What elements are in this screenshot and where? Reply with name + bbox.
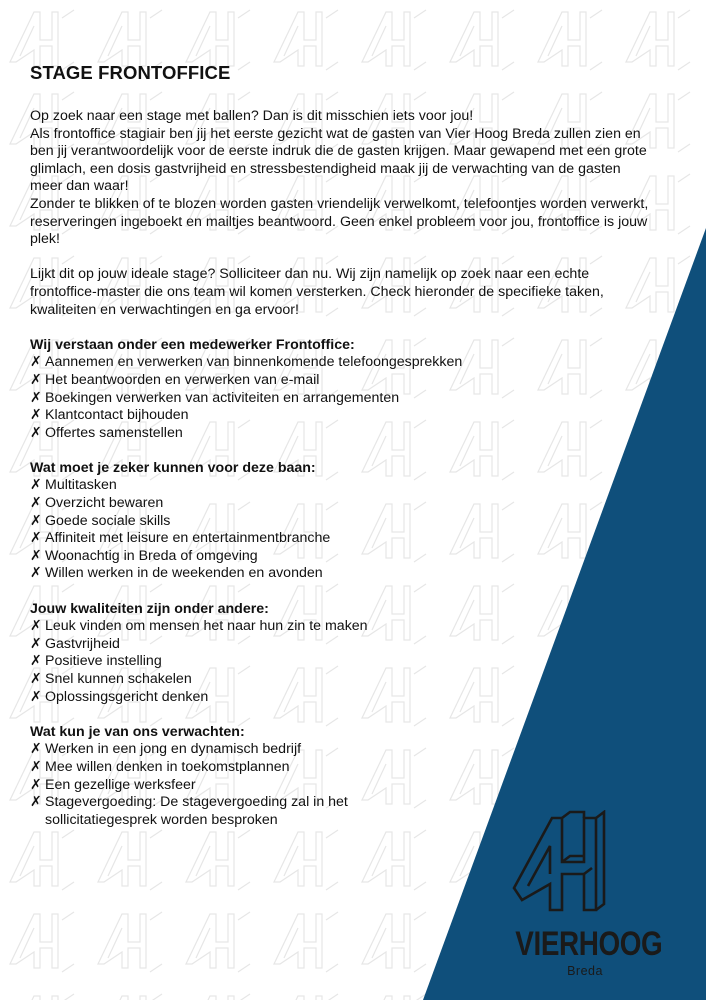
cross-icon: ✗ (30, 371, 42, 388)
cross-icon: ✗ (30, 530, 42, 547)
section-qualities (30, 601, 700, 707)
section-heading: Wat kun je van ons verwachten: (30, 723, 245, 740)
cross-icon: ✗ (30, 671, 42, 687)
list-item: ✗ Leuk vinden om mensen het naar hun zin te maken (30, 618, 368, 635)
cross-icon: ✗ (30, 512, 42, 529)
logo-wordmark: VIERHOOG (515, 925, 663, 963)
section-heading: Wij verstaan onder een medewerker Frontoffice: (30, 336, 355, 353)
list-item: ✗ Affiniteit met leisure en entertainmentbranche (30, 530, 331, 547)
list-item: ✗ Multitasken (30, 477, 117, 494)
list-item: ✗ Overzicht bewaren (30, 495, 164, 512)
cross-icon: ✗ (30, 653, 42, 670)
page-title: STAGE FRONTOFFICE (30, 62, 231, 83)
cross-icon: ✗ (30, 389, 42, 406)
cross-icon: ✗ (30, 354, 42, 371)
list-item: ✗ Offertes samenstellen (30, 424, 183, 441)
intro-paragraph-2: Lijkt dit op jouw ideale stage? Solliciteer dan nu. Wij zijn namelijk op zoek naar een echte frontoffice-master die ons team wil komen versterken. Check hieronder de specifieke taken, kwaliteiten en verwachtingen en ga ervoor! (30, 266, 604, 318)
section-tasks (30, 337, 700, 443)
list-item: ✗ Boekingen verwerken van activiteiten en arrangementen (30, 389, 400, 406)
bullet-list (30, 477, 700, 583)
document-content (30, 62, 700, 829)
cross-icon: ✗ (30, 618, 42, 635)
list-item: ✗ Snel kunnen schakelen (30, 671, 192, 687)
cross-icon: ✗ (30, 794, 42, 811)
list-item: ✗ Een gezellige werksfeer (30, 776, 196, 793)
section-heading: Jouw kwaliteiten zijn onder andere: (30, 600, 269, 617)
cross-icon: ✗ (30, 547, 42, 564)
logo-city: Breda (567, 964, 603, 978)
cross-icon: ✗ (30, 688, 42, 705)
intro-paragraph-1: Op zoek naar een stage met ballen? Dan is dit misschien iets voor jou! Als frontoffice stagiair ben jij het eerste gezicht wat de gasten van Vier Hoog Breda zullen zien en ben jij verantwoordelijk voor de eerste indruk die de gasten krijgen. Maar gewapend met een grote glimlach, een dosis gastvrijheid en stressbestendigheid maak jij de verwachting van de gasten meer dan waar! Zonder te blikken of te blozen worden gasten vriendelijk verwelkomt, telefoontjes worden verwerkt, reserveringen ingeboekt en mailtjes beantwoord. Geen enkel probleem voor jou, frontoffice is jouw plek! (30, 108, 649, 248)
bullet-list (30, 354, 700, 442)
list-item: ✗ Stagevergoeding: De stagevergoeding zal in het sollicitatiegesprek worden besproken (30, 794, 348, 828)
section-heading: Wat moet je zeker kunnen voor deze baan: (30, 459, 316, 476)
cross-icon: ✗ (30, 407, 42, 424)
list-item: ✗ Oplossingsgericht denken (30, 688, 209, 705)
cross-icon: ✗ (30, 635, 42, 652)
vierhoog-logo (500, 810, 670, 990)
list-item: ✗ Willen werken in de weekenden en avonden (30, 565, 323, 582)
cross-icon: ✗ (30, 741, 42, 758)
list-item: ✗ Mee willen denken in toekomstplannen (30, 758, 290, 775)
bullet-list (30, 618, 700, 706)
list-item: ✗ Het beantwoorden en verwerken van e-mail (30, 371, 320, 388)
list-item: ✗ Gastvrijheid (30, 635, 120, 652)
cross-icon: ✗ (30, 758, 42, 775)
list-item: ✗ Klantcontact bijhouden (30, 407, 189, 424)
list-item: ✗ Woonachtig in Breda of omgeving (30, 547, 258, 564)
cross-icon: ✗ (30, 776, 42, 793)
list-item: ✗ Goede sociale skills (30, 512, 171, 529)
cross-icon: ✗ (30, 424, 42, 441)
cross-icon: ✗ (30, 477, 42, 494)
list-item: ✗ Aannemen en verwerken van binnenkomende telefoongesprekken (30, 354, 463, 371)
section-requirements (30, 460, 700, 583)
cross-icon: ✗ (30, 495, 42, 512)
list-item: ✗ Werken in een jong en dynamisch bedrijf (30, 741, 302, 758)
vierhoog-logo-mark-icon (500, 810, 670, 925)
list-item: ✗ Positieve instelling (30, 653, 162, 670)
cross-icon: ✗ (30, 565, 42, 582)
intro-text (30, 108, 700, 319)
